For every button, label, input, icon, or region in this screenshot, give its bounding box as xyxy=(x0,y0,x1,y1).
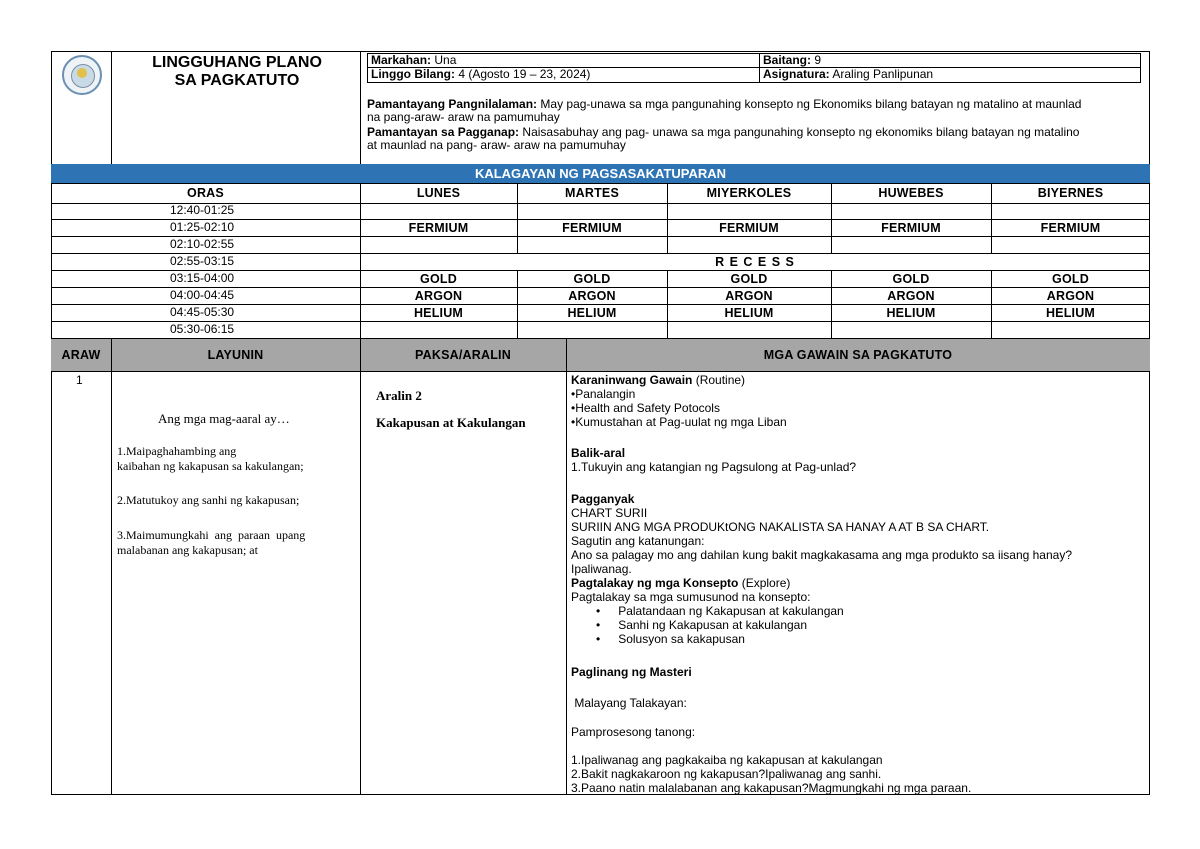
aralin-topic: Kakapusan at Kakulangan xyxy=(376,415,526,430)
list-item: • Sanhi ng Kakapusan at kakulangan xyxy=(596,618,808,632)
class-cell: FERMIUM xyxy=(719,221,779,235)
pagganyak-line: SURIIN ANG MGA PRODUKtONG NAKALISTA SA HANAY A AT B SA CHART. xyxy=(571,520,990,534)
divider xyxy=(759,53,760,83)
objective-3-cont: malabanan ang kakapusan; at xyxy=(117,543,258,557)
col-lunes: LUNES xyxy=(416,186,461,200)
class-cell: GOLD xyxy=(420,272,457,286)
class-cell: ARGON xyxy=(568,289,616,303)
class-cell: ARGON xyxy=(887,289,935,303)
objective-1: 1.Maipaghahambing ang xyxy=(117,444,237,458)
time-slot: 02:55-03:15 xyxy=(170,254,235,268)
malayang-talakayan: Malayang Talakayan: xyxy=(571,696,687,710)
pamantayan-pagganap: Pamantayan sa Pagganap: Naisasabuhay ang pag- unawa sa mga pangunahing konsepto ng ekonomiks bilang batayan ng matalino xyxy=(367,125,1080,139)
class-cell: FERMIUM xyxy=(1040,221,1101,235)
paglinang-heading: Paglinang ng Masteri xyxy=(571,665,692,679)
class-cell: ARGON xyxy=(1046,289,1095,303)
col-huwebes: HUWEBES xyxy=(878,186,944,200)
pamprosesong-tanong: Pamprosesong tanong: xyxy=(571,725,696,739)
baitang-field: Baitang: 9 xyxy=(763,53,822,67)
col-martes: MARTES xyxy=(565,186,619,200)
pagganyak-line: Sagutin ang katanungan: xyxy=(571,534,705,548)
col-araw: ARAW xyxy=(61,348,101,362)
objective-3: 3.Maimumungkahi ang paraan upang xyxy=(117,528,306,542)
divider xyxy=(360,339,361,795)
col-miyerkoles: MIYERKOLES xyxy=(706,186,792,200)
markahan-field: Markahan: Una xyxy=(371,53,457,67)
objectives-intro: Ang mga mag-aaral ay… xyxy=(158,411,290,426)
time-slot: 12:40-01:25 xyxy=(170,203,235,217)
recess-cell: R E C E S S xyxy=(715,255,795,269)
pagganyak-heading: Pagganyak xyxy=(571,492,635,506)
routine-item: •Panalangin xyxy=(571,387,636,401)
pagganyak-line: Ipaliwanag. xyxy=(571,562,632,576)
objective-1-cont: kaibahan ng kakapusan sa kakulangan; xyxy=(117,459,304,473)
class-cell: ARGON xyxy=(414,289,463,303)
col-layunin: LAYUNIN xyxy=(207,348,264,362)
time-slot: 02:10-02:55 xyxy=(170,237,235,251)
pagganyak-line: Ano sa palagay mo ang dahilan kung bakit magkakasama ang mga produkto sa iisang hanay? xyxy=(571,548,1072,562)
class-cell: GOLD xyxy=(730,272,768,286)
class-cell: HELIUM xyxy=(1045,306,1096,320)
routine-item: •Health and Safety Potocols xyxy=(571,401,720,415)
pagtalakay-text: Pagtalakay sa mga sumusunod na konsepto: xyxy=(571,590,811,604)
band-title: KALAGAYAN NG PAGSASAKATUPARAN xyxy=(51,164,1150,183)
col-paksa: PAKSA/ARALIN xyxy=(415,348,511,362)
divider xyxy=(111,51,112,164)
asignatura-field: Asignatura: Araling Panlipunan xyxy=(763,67,934,81)
pagganyak-line: CHART SURII xyxy=(571,506,648,520)
divider xyxy=(360,51,361,164)
divider xyxy=(51,183,1150,184)
class-cell: HELIUM xyxy=(567,306,617,320)
routine-heading: Karaninwang Gawain (Routine) xyxy=(571,373,746,387)
divider xyxy=(51,371,1150,372)
col-oras: ORAS xyxy=(187,186,224,200)
time-slot: 03:15-04:00 xyxy=(170,271,235,285)
class-cell: ARGON xyxy=(725,289,773,303)
linggo-field: Linggo Bilang: 4 (Agosto 19 – 23, 2024) xyxy=(371,67,591,81)
day-number: 1 xyxy=(76,373,83,387)
list-item: • Palatandaan ng Kakapusan at kakulangan xyxy=(596,604,844,618)
time-slot: 04:45-05:30 xyxy=(170,305,235,319)
class-cell: FERMIUM xyxy=(881,221,941,235)
pagtalakay-heading: Pagtalakay ng mga Konsepto (Explore) xyxy=(571,576,791,590)
class-cell: HELIUM xyxy=(886,306,936,320)
deped-seal-icon xyxy=(62,55,102,95)
page-title: LINGGUHANG PLANO SA PAGKATUTO xyxy=(152,54,322,89)
objective-2: 2.Matutukoy ang sanhi ng kakapusan; xyxy=(117,493,300,507)
time-slot: 04:00-04:45 xyxy=(170,288,235,302)
pamantayang-pangnilalaman: Pamantayang Pangnilalaman: May pag-unawa sa mga pangunahing konsepto ng Ekonomiks bilang batayan ng matalino at maunlad xyxy=(367,97,1082,111)
pamantayan-pagganap-cont: at maunlad na pang- araw- araw na pamumuhay xyxy=(367,138,626,152)
question: 3.Paano natin malalabanan ang kakapusan?Magmungkahi ng mga paraan. xyxy=(571,781,972,795)
class-cell: GOLD xyxy=(573,272,611,286)
balik-aral-text: 1.Tukuyin ang katangian ng Pagsulong at Pag-unlad? xyxy=(571,460,857,474)
class-cell: HELIUM xyxy=(413,306,464,320)
class-cell: FERMIUM xyxy=(408,221,469,235)
aralin-number: Aralin 2 xyxy=(376,388,422,403)
time-slot: 01:25-02:10 xyxy=(170,220,235,234)
class-cell: HELIUM xyxy=(724,306,774,320)
divider xyxy=(111,339,112,795)
class-cell: GOLD xyxy=(1052,272,1089,286)
list-item: • Solusyon sa kakapusan xyxy=(596,632,745,646)
question: 2.Bakit nagkakaroon ng kakapusan?Ipaliwanag ang sanhi. xyxy=(571,767,882,781)
pamantayang-pangnilalaman-cont: na pang-araw- araw na pamumuhay xyxy=(367,110,560,124)
class-cell: GOLD xyxy=(892,272,930,286)
time-slot: 05:30-06:15 xyxy=(170,322,235,336)
balik-aral-heading: Balik-aral xyxy=(571,446,626,460)
routine-item: •Kumustahan at Pag-uulat ng mga Liban xyxy=(571,415,787,429)
class-cell: FERMIUM xyxy=(562,221,622,235)
col-gawain: MGA GAWAIN SA PAGKATUTO xyxy=(763,348,953,362)
divider xyxy=(566,339,567,795)
col-biyernes: BIYERNES xyxy=(1037,186,1104,200)
question: 1.Ipaliwanag ang pagkakaiba ng kakapusan at kakulangan xyxy=(571,753,883,767)
